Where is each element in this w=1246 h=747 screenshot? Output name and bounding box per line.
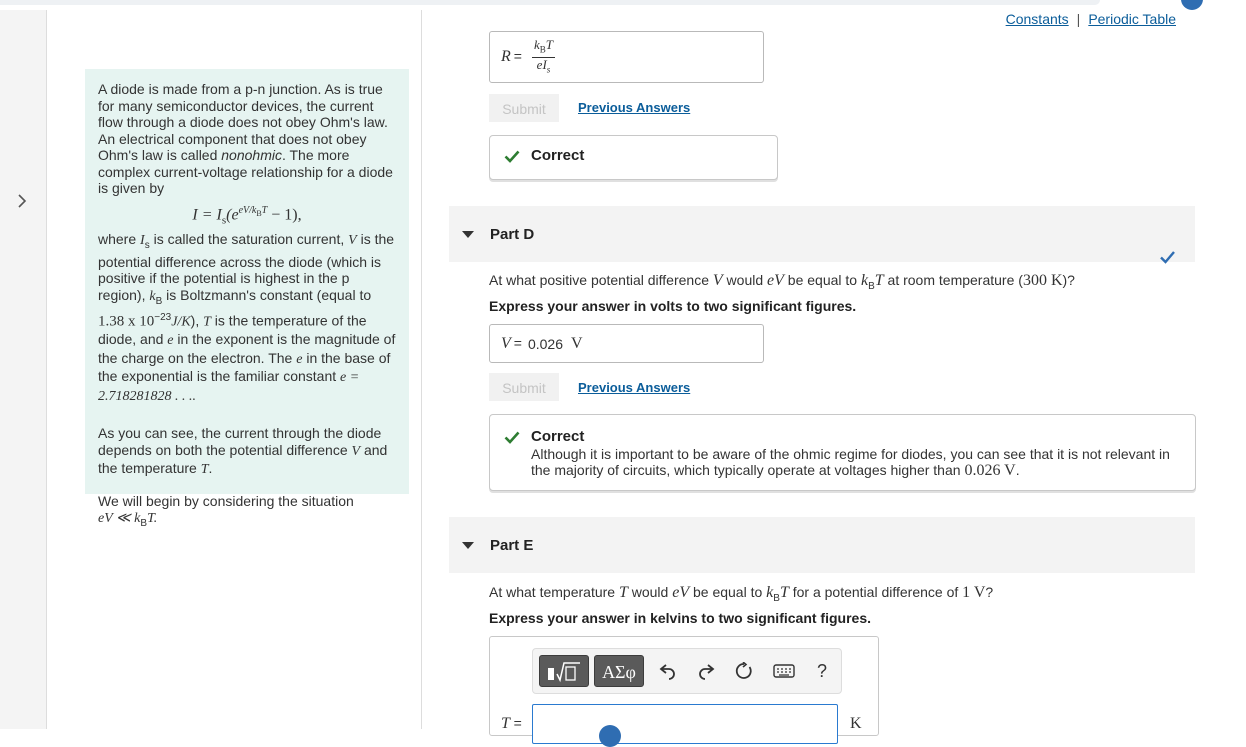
part-e-answer-input[interactable] bbox=[532, 704, 838, 744]
part-d-instruction: Express your answer in volts to two significant figures. bbox=[489, 298, 857, 314]
keyboard-icon[interactable] bbox=[769, 655, 799, 687]
column-divider bbox=[421, 10, 422, 729]
link-separator: | bbox=[1076, 11, 1081, 27]
top-scrollbar bbox=[0, 0, 1100, 5]
part-d-label: Part D bbox=[490, 225, 535, 243]
top-strip bbox=[0, 0, 1246, 10]
periodic-table-link[interactable]: Periodic Table bbox=[1088, 11, 1176, 27]
part-c-feedback bbox=[489, 135, 778, 180]
part-e-question: At what temperature T would eV be equal to $k_BT$ for a potential difference of 1 V? bbox=[489, 584, 994, 604]
part-e-header[interactable] bbox=[449, 517, 1195, 573]
intro-definitions: where $I_s$ is called the saturation current, V is the potential difference across the diode (which is positive if the potential is highest in the p region), $k_B$ is Boltzmann's constant (equal to 1.38 x $10^{-23}J/K$), T is the temperature of the diode, and e in the exponent is the magnitude of the charge on the electron. The e in the base of the exponential is the familiar constant e = 2.718281828 . . .. bbox=[98, 230, 396, 404]
left-rail bbox=[0, 10, 47, 729]
part-d-answer-value: 0.026 bbox=[527, 335, 564, 352]
part-e-instruction: Express your answer in kelvins to two significant figures. bbox=[489, 610, 871, 626]
intro-panel bbox=[85, 69, 409, 530]
part-d-answer-lhs: V = bbox=[501, 334, 522, 352]
math-toolbar bbox=[532, 648, 842, 694]
templates-button[interactable] bbox=[539, 655, 589, 687]
part-c-previous-answers-link[interactable]: Previous Answers bbox=[578, 100, 691, 115]
diode-equation: $I = I_s(e^{eV/k_BT} - 1)$, bbox=[192, 204, 302, 227]
check-icon bbox=[504, 429, 520, 445]
intro-paragraph-1: A diode is made from a p-n junction. As is true for many semiconductor devices, the current flow through a diode does not obey Ohm's law. An electrical component that does not obey Ohm's law is called nonohmic. The more complex current-voltage relationship for a diode is given by bbox=[98, 81, 393, 196]
undo-icon[interactable] bbox=[655, 655, 681, 687]
part-c-submit-button[interactable]: Submit bbox=[489, 94, 559, 122]
part-e-answer-unit: K bbox=[850, 715, 862, 732]
part-e-answer-lhs: T = bbox=[501, 715, 522, 732]
part-e-label: Part E bbox=[490, 536, 534, 554]
part-d-answer-unit: V bbox=[571, 334, 583, 352]
part-d-feedback-body: Although it is important to be aware of the ohmic regime for diodes, you can see that it is not relevant in the majority of circuits, which typically operate at voltages higher than 0.026 V. bbox=[531, 446, 1170, 479]
intro-paragraph-3: As you can see, the current through the diode depends on both the potential difference V and the temperature T. bbox=[98, 425, 388, 478]
top-links bbox=[1006, 11, 1176, 27]
intro-paragraph-4: We will begin by considering the situation eV ≪ $k_BT$. bbox=[98, 492, 354, 530]
part-d-feedback bbox=[489, 414, 1196, 491]
check-icon bbox=[504, 148, 520, 164]
constants-link[interactable]: Constants bbox=[1005, 11, 1069, 27]
completed-check-icon bbox=[1160, 250, 1175, 264]
cursor-indicator-icon bbox=[599, 725, 621, 747]
part-c-answer-lhs: R = bbox=[501, 48, 522, 65]
greek-symbols-button[interactable]: ΑΣφ bbox=[594, 655, 644, 687]
chevron-right-icon[interactable] bbox=[12, 192, 32, 212]
caret-down-icon bbox=[462, 542, 474, 549]
help-avatar-icon[interactable] bbox=[1181, 0, 1203, 10]
part-d-answer-box[interactable] bbox=[489, 324, 764, 363]
part-d-feedback-title: Correct bbox=[531, 428, 585, 445]
part-d-previous-answers-link[interactable]: Previous Answers bbox=[578, 380, 691, 395]
part-d-header[interactable] bbox=[449, 206, 1195, 262]
part-c-answer-fraction: $\frac{k_BT}{eI_s}$ bbox=[533, 36, 553, 75]
part-d-question: At what positive potential difference V would eV be equal to $k_BT$ at room temperature (300 K)? bbox=[489, 272, 1075, 292]
caret-down-icon bbox=[462, 231, 474, 238]
reset-icon[interactable] bbox=[731, 655, 757, 687]
part-d-submit-button[interactable]: Submit bbox=[489, 373, 559, 401]
help-icon[interactable]: ? bbox=[816, 661, 827, 681]
redo-icon[interactable] bbox=[693, 655, 719, 687]
part-c-feedback-title: Correct bbox=[531, 147, 585, 164]
part-e-math-editor bbox=[489, 636, 879, 736]
part-c-answer-box bbox=[489, 31, 764, 83]
